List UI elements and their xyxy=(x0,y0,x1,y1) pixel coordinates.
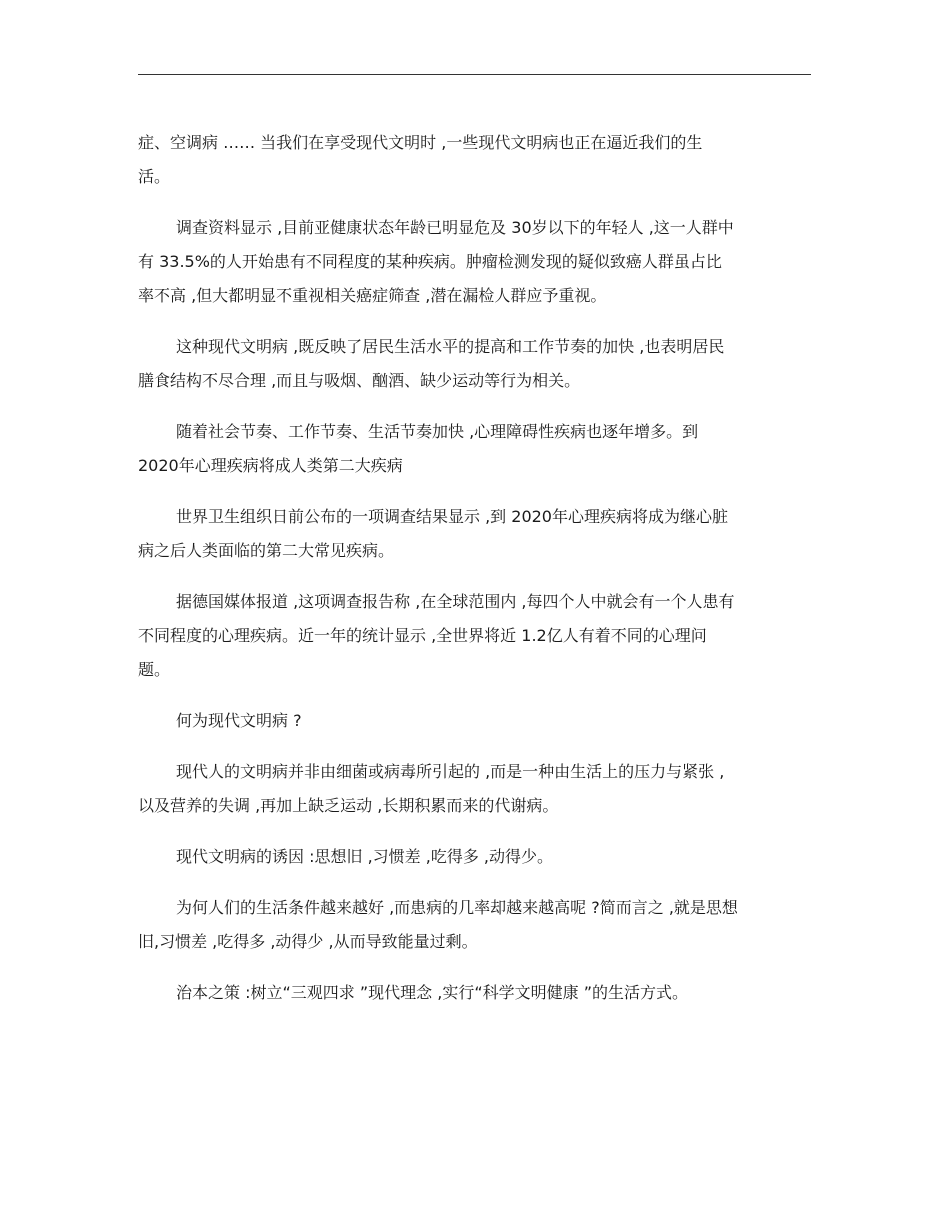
text-line: 率不高 ,但大都明显不重视相关癌症筛查 ,潜在漏检人群应予重视。 xyxy=(138,286,607,305)
text-line: 题。 xyxy=(138,660,171,679)
text-line: 2020年心理疾病将成人类第二大疾病 xyxy=(138,456,403,475)
paragraph xyxy=(138,585,818,687)
text-line: 以及营养的失调 ,再加上缺乏运动 ,长期积累而来的代谢病。 xyxy=(138,796,559,815)
text-line: 现代文明病的诱因 :思想旧 ,习惯差 ,吃得多 ,动得少。 xyxy=(176,847,553,866)
text-line: 治本之策 :树立“三观四求 ”现代理念 ,实行“科学文明健康 ”的生活方式。 xyxy=(176,983,688,1002)
paragraph xyxy=(138,891,818,959)
paragraph xyxy=(138,704,818,738)
text-line: 这种现代文明病 ,既反映了居民生活水平的提高和工作节奏的加快 ,也表明居民 xyxy=(176,337,725,356)
paragraph xyxy=(138,976,818,1010)
text-line: 现代人的文明病并非由细菌或病毒所引起的 ,而是一种由生活上的压力与紧张 , xyxy=(176,762,725,781)
text-line: 不同程度的心理疾病。近一年的统计显示 ,全世界将近 1.2亿人有着不同的心理问 xyxy=(138,626,707,645)
text-line: 据德国媒体报道 ,这项调查报告称 ,在全球范围内 ,每四个人中就会有一个人患有 xyxy=(176,592,735,611)
paragraph xyxy=(138,415,818,483)
paragraph xyxy=(138,755,818,823)
document-body xyxy=(138,126,818,1027)
text-line: 膳食结构不尽合理 ,而且与吸烟、酗酒、缺少运动等行为相关。 xyxy=(138,371,581,390)
text-line: 症、空调病 …… 当我们在享受现代文明时 ,一些现代文明病也正在逼近我们的生 xyxy=(138,133,703,152)
text-line: 随着社会节奏、工作节奏、生活节奏加快 ,心理障碍性疾病也逐年增多。到 xyxy=(176,422,699,441)
text-line: 活。 xyxy=(138,167,171,186)
paragraph xyxy=(138,330,818,398)
text-line: 调查资料显示 ,目前亚健康状态年龄已明显危及 30岁以下的年轻人 ,这一人群中 xyxy=(176,218,734,237)
paragraph xyxy=(138,840,818,874)
text-line: 病之后人类面临的第二大常见疾病。 xyxy=(138,541,395,560)
text-line: 为何人们的生活条件越来越好 ,而患病的几率却越来越高呢 ?简而言之 ,就是思想 xyxy=(176,898,738,917)
text-line: 旧,习惯差 ,吃得多 ,动得少 ,从而导致能量过剩。 xyxy=(138,932,478,951)
text-line: 何为现代文明病 ? xyxy=(176,711,302,730)
header-rule xyxy=(138,74,811,75)
text-line: 有 33.5%的人开始患有不同程度的某种疾病。肿瘤检测发现的疑似致癌人群虽占比 xyxy=(138,252,722,271)
paragraph xyxy=(138,500,818,568)
paragraph xyxy=(138,126,818,194)
paragraph xyxy=(138,211,818,313)
text-line: 世界卫生组织日前公布的一项调查结果显示 ,到 2020年心理疾病将成为继心脏 xyxy=(176,507,728,526)
